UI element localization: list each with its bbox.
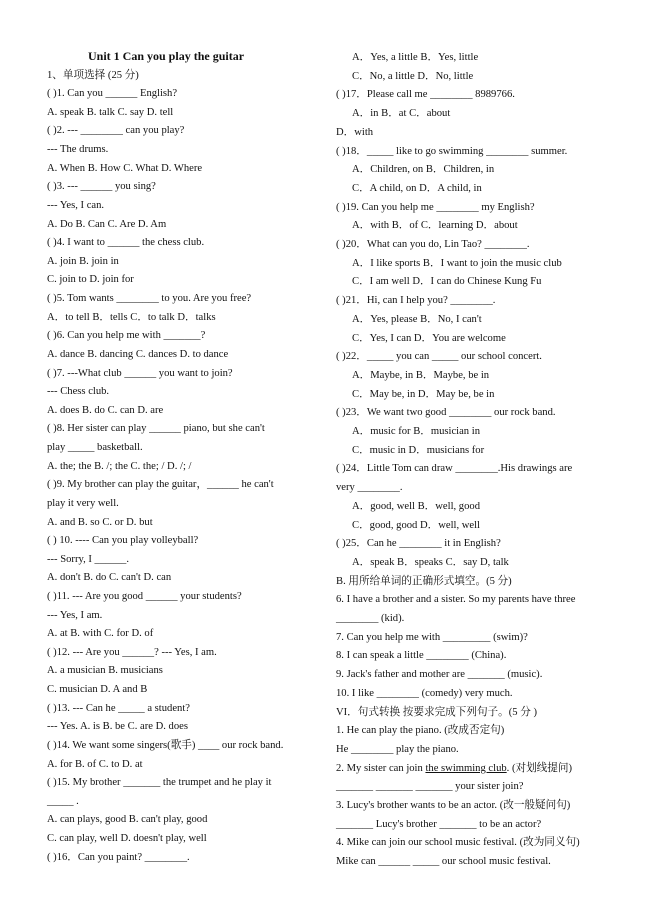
text-line: --- Yes. A. is B. be C. are D. does bbox=[47, 721, 188, 733]
text-line: C．May be, in D．May be, be in bbox=[352, 388, 495, 400]
text-line: 9. Jack's father and mother are _______ (music). bbox=[336, 669, 543, 681]
text-line: A. dance B. dancing C. dances D. to dance bbox=[47, 348, 229, 360]
text-line: A. at B. with C. for D. of bbox=[47, 628, 154, 640]
text-line: A．music for B．musician in bbox=[352, 426, 480, 437]
text-line: --- Yes, I can. bbox=[47, 199, 105, 211]
text-line: A. don't B. do C. can't D. can bbox=[47, 572, 172, 584]
text-line: A．Yes, a little B．Yes, little bbox=[352, 52, 479, 63]
text-line: C．Yes, I can D．You are welcome bbox=[352, 332, 506, 344]
text-line: A. and B. so C. or D. but bbox=[47, 516, 153, 528]
text-line: 3. Lucy's brother wants to be an actor. (改一般疑问句) bbox=[336, 800, 571, 811]
text-line: A. speak B. talk C. say D. tell bbox=[47, 106, 174, 118]
text-line: 1. He can play the piano. (改成否定句) bbox=[336, 725, 505, 737]
text-line: ( )11. --- Are you good ______ your students? bbox=[47, 590, 242, 602]
text-line: B. 用所给单词的正确形式填空。(5 分) bbox=[336, 575, 512, 587]
text-line: ( )2. --- ________ can you play? bbox=[47, 125, 185, 137]
text-line: ________ (kid). bbox=[336, 613, 405, 624]
text-line: _______ Lucy's brother _______ to be an actor? bbox=[336, 818, 542, 830]
text-line: C．I am well D．I can do Chinese Kung Fu bbox=[352, 276, 542, 288]
text-line: C．music in D．musicians for bbox=[352, 444, 485, 456]
text-line: ( )1. Can you ______ English? bbox=[47, 88, 178, 100]
text-line: 2. My sister can join the swimming club. (对划线提问) bbox=[336, 762, 572, 774]
text-line: ( )17．Please call me ________ 8989766. bbox=[336, 89, 515, 101]
text-line: A．with B．of C．learning D．about bbox=[352, 220, 518, 232]
text-line: A. does B. do C. can D. are bbox=[47, 404, 164, 416]
text-line: play _____ basketball. bbox=[47, 442, 143, 454]
text-line: ( )18．_____ like to go swimming ________ summer. bbox=[336, 145, 568, 157]
text-line: C. can play, well D. doesn't play, well bbox=[47, 833, 207, 845]
text-line: A．to tell B．tells C．to talk D．talks bbox=[47, 311, 216, 323]
text-line: A. Do B. Can C. Are D. Am bbox=[47, 218, 167, 230]
text-line: A．good, well B．well, good bbox=[352, 500, 480, 512]
text-line: A. a musician B. musicians bbox=[47, 665, 163, 677]
text-line: Mike can ______ _____ our school music festival. bbox=[336, 856, 551, 868]
text-line: VI．句式转换 按要求完成下列句子。(5 分 ) bbox=[336, 706, 537, 718]
text-line: ( )19. Can you help me ________ my English? bbox=[336, 201, 535, 213]
text-line: 8. I can speak a little ________ (China). bbox=[336, 650, 507, 662]
text-line: D．with bbox=[336, 126, 374, 138]
text-line: _______ _______ _______ your sister join? bbox=[336, 781, 524, 793]
text-line: A. join B. join in bbox=[47, 255, 119, 267]
text-line: ( )16．Can you paint? ________. bbox=[47, 851, 190, 863]
text-line: A. can plays, good B. can't play, good bbox=[47, 814, 208, 826]
text-line: ( )7. ---What club ______ you want to join? bbox=[47, 367, 233, 379]
text-line: A．in B．at C．about bbox=[352, 108, 451, 120]
text-line: ( )13. --- Can he _____ a student? bbox=[47, 702, 190, 714]
text-line: ( )24．Little Tom can draw ________.His drawings are bbox=[336, 463, 573, 475]
text-line: --- The drums. bbox=[47, 144, 109, 156]
text-line: A. for B. of C. to D. at bbox=[47, 758, 143, 770]
text-line: C．good, good D．well, well bbox=[352, 519, 480, 531]
text-line: C. musician D. A and B bbox=[47, 684, 148, 696]
page-title: Unit 1 Can you play the guitar bbox=[88, 49, 245, 63]
text-line: A．speak B．speaks C．say D, talk bbox=[352, 556, 509, 568]
text-line: A．Children, on B．Children, in bbox=[352, 164, 495, 176]
text-line: play it very well. bbox=[47, 497, 119, 509]
text-line: ( )3. --- ______ you sing? bbox=[47, 181, 156, 193]
text-line: A．Maybe, in B．Maybe, be in bbox=[352, 369, 490, 381]
text-line: ( )12. --- Are you ______? --- Yes, I am. bbox=[47, 646, 217, 658]
text-line: --- Yes, I am. bbox=[47, 609, 103, 621]
text-line: 1、单项选择 (25 分) bbox=[47, 69, 139, 81]
text-line: ( )22．_____ you can _____ our school concert. bbox=[336, 351, 542, 363]
text-line: ( ) 10. ---- Can you play volleyball? bbox=[47, 535, 199, 547]
underlined-phrase: the swimming club bbox=[425, 762, 507, 774]
text-line: ( )4. I want to ______ the chess club. bbox=[47, 237, 205, 249]
text-line: C. join to D. join for bbox=[47, 274, 134, 286]
text-line: ( )9. My brother can play the guitar，______ he can't bbox=[47, 479, 274, 491]
text-line: A．Yes, please B．No, I can't bbox=[352, 313, 482, 325]
text-line: ( )8. Her sister can play ______ piano, but she can't bbox=[47, 423, 265, 435]
text-line: very ________. bbox=[336, 482, 403, 494]
text-line: 4. Mike can join our school music festival. (改为同义句) bbox=[336, 837, 580, 849]
text-line: C．A child, on D．A child, in bbox=[352, 182, 482, 194]
text-line: A. the; the B. /; the C. the; / D. /; / bbox=[47, 460, 192, 472]
text-line: ( )14. We want some singers(歌手) ____ our rock band. bbox=[47, 739, 284, 751]
text-line: ( )15. My brother _______ the trumpet and he play it bbox=[47, 777, 272, 789]
text-line: ( )23．We want two good ________ our rock band. bbox=[336, 407, 556, 419]
text-line: A．I like sports B．I want to join the music club bbox=[352, 257, 562, 269]
text-line: ( )20．What can you do, Lin Tao? ________. bbox=[336, 239, 530, 250]
text-line: He ________ play the piano. bbox=[336, 743, 459, 755]
text-line: C．No, a little D．No, little bbox=[352, 70, 474, 82]
text-line: --- Chess club. bbox=[47, 386, 110, 398]
text-line: 7. Can you help me with _________ (swim)? bbox=[336, 631, 528, 643]
text-line: 6. I have a brother and a sister. So my parents have three bbox=[336, 594, 576, 606]
text-line: ( )5. Tom wants ________ to you. Are you free? bbox=[47, 293, 252, 305]
text-line: ( )21．Hi, can I help you? ________. bbox=[336, 295, 496, 307]
text-line: --- Sorry, I ______. bbox=[47, 553, 129, 565]
text-line: 10. I like ________ (comedy) very much. bbox=[336, 687, 513, 699]
text-line: ( )25．Can he ________ it in English? bbox=[336, 538, 501, 550]
text-line: A. When B. How C. What D. Where bbox=[47, 162, 203, 174]
text-line: _____ . bbox=[47, 795, 79, 807]
text-line: ( )6. Can you help me with _______? bbox=[47, 330, 206, 342]
